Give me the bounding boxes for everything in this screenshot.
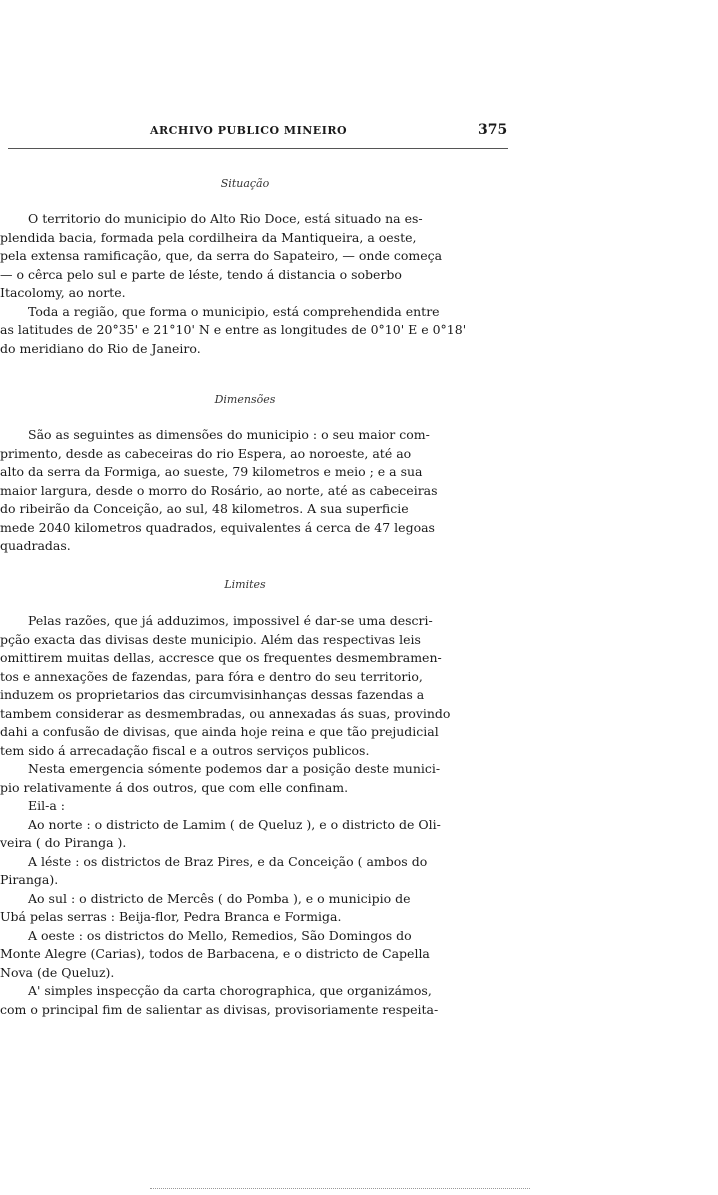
text-line: pela extensa ramificação, que, da serra do Sapateiro, — onde começa (0, 248, 443, 263)
text-line: primento, desde as cabeceiras do rio Espera, ao noroeste, até ao (0, 445, 412, 461)
text-line: maior largura, desde o morro do Rosário, ao norte, até as cabeceiras (0, 482, 438, 498)
text-line: plendida bacia, formada pela cordilheira da Mantiqueira, a oeste, (0, 229, 417, 245)
text-line: Ao norte : o districto de Lamim ( de Queluz ), e o districto de Oli- (28, 816, 441, 832)
page-header (0, 124, 718, 148)
section-body-limites (0, 612, 502, 1019)
text-line: mede 2040 kilometros quadrados, equivalentes á cerca de 47 legoas (0, 519, 435, 535)
section-body-dimensoes (0, 426, 502, 556)
text-line: pção exacta das divisas deste municipio. Além das respectivas leis (0, 631, 421, 647)
text-line: Itacolomy, ao norte. (0, 285, 126, 300)
section-title-limites: Limites (224, 578, 266, 591)
section-body-situacao (0, 210, 502, 358)
bottom-scan-marks (150, 1188, 530, 1189)
text-line: do ribeirão da Conceição, ao sul, 48 kilometros. A sua superficie (0, 501, 409, 516)
text-line: com o principal fim de salientar as divisas, provisoriamente respeita- (0, 1001, 439, 1017)
text-line: Piranga). (0, 872, 59, 887)
text-line: tem sido á arrecadação fiscal e a outros serviços publicos. (0, 742, 370, 758)
text-line: Monte Alegre (Carias), todos de Barbacena, e o districto de Capella (0, 946, 430, 961)
text-line: A léste : os districtos de Braz Pires, e da Conceição ( ambos do (28, 853, 428, 869)
text-line: quadradas. (0, 538, 71, 553)
text-line: dahi a confusão de divisas, que ainda hoje reina e que tão prejudicial (0, 724, 439, 739)
text-line: Ubá pelas serras : Beija-flor, Pedra Branca e Formiga. (0, 909, 342, 924)
text-line: — o cêrca pelo sul e parte de léste, tendo á distancia o soberbo (0, 266, 402, 282)
text-line: O territorio do municipio do Alto Rio Doce, está situado na es- (28, 211, 423, 226)
text-line: Eil-a : (28, 798, 65, 813)
section-title-dimensoes: Dimensões (214, 393, 276, 406)
text-line: induzem os proprietarios das circumvisinhanças dessas fazendas a (0, 687, 425, 702)
text-line: Nesta emergencia sómente podemos dar a posição deste munici- (28, 761, 441, 776)
text-line: as latitudes de 20°35' e 21°10' N e entre as longitudes de 0°10' E e 0°18' (0, 322, 467, 337)
text-line: Nova (de Queluz). (0, 964, 115, 980)
text-line: Pelas razões, que já adduzimos, impossivel é dar-se uma descri- (28, 613, 433, 628)
text-line: A' simples inspecção da carta chorographica, que organizámos, (28, 983, 432, 998)
page-number: 375 (478, 122, 508, 138)
text-line: alto da serra da Formiga, ao sueste, 79 kilometros e meio ; e a sua (0, 464, 423, 479)
section-title-situacao: Situação (220, 177, 270, 190)
text-line: Ao sul : o districto de Mercês ( do Pomba ), e o municipio de (28, 890, 411, 906)
text-line: A oeste : os districtos do Mello, Remedios, São Domingos do (28, 927, 412, 943)
text-line: omittirem muitas dellas, accresce que os frequentes desmembramen- (0, 650, 442, 665)
text-line: tambem considerar as desmembradas, ou annexadas ás suas, provindo (0, 705, 451, 721)
text-line: veira ( do Piranga ). (0, 835, 127, 850)
running-head: ARCHIVO PUBLICO MINEIRO (150, 124, 348, 137)
header-rule (8, 148, 508, 149)
text-line: pio relativamente á dos outros, que com elle confinam. (0, 779, 349, 795)
text-line: tos e annexações de fazendas, para fóra e dentro do seu territorio, (0, 668, 423, 684)
text-line: do meridiano do Rio de Janeiro. (0, 340, 201, 356)
text-line: Toda a região, que forma o municipio, está comprehendida entre (28, 303, 440, 319)
text-line: São as seguintes as dimensões do municipio : o seu maior com- (28, 427, 430, 442)
